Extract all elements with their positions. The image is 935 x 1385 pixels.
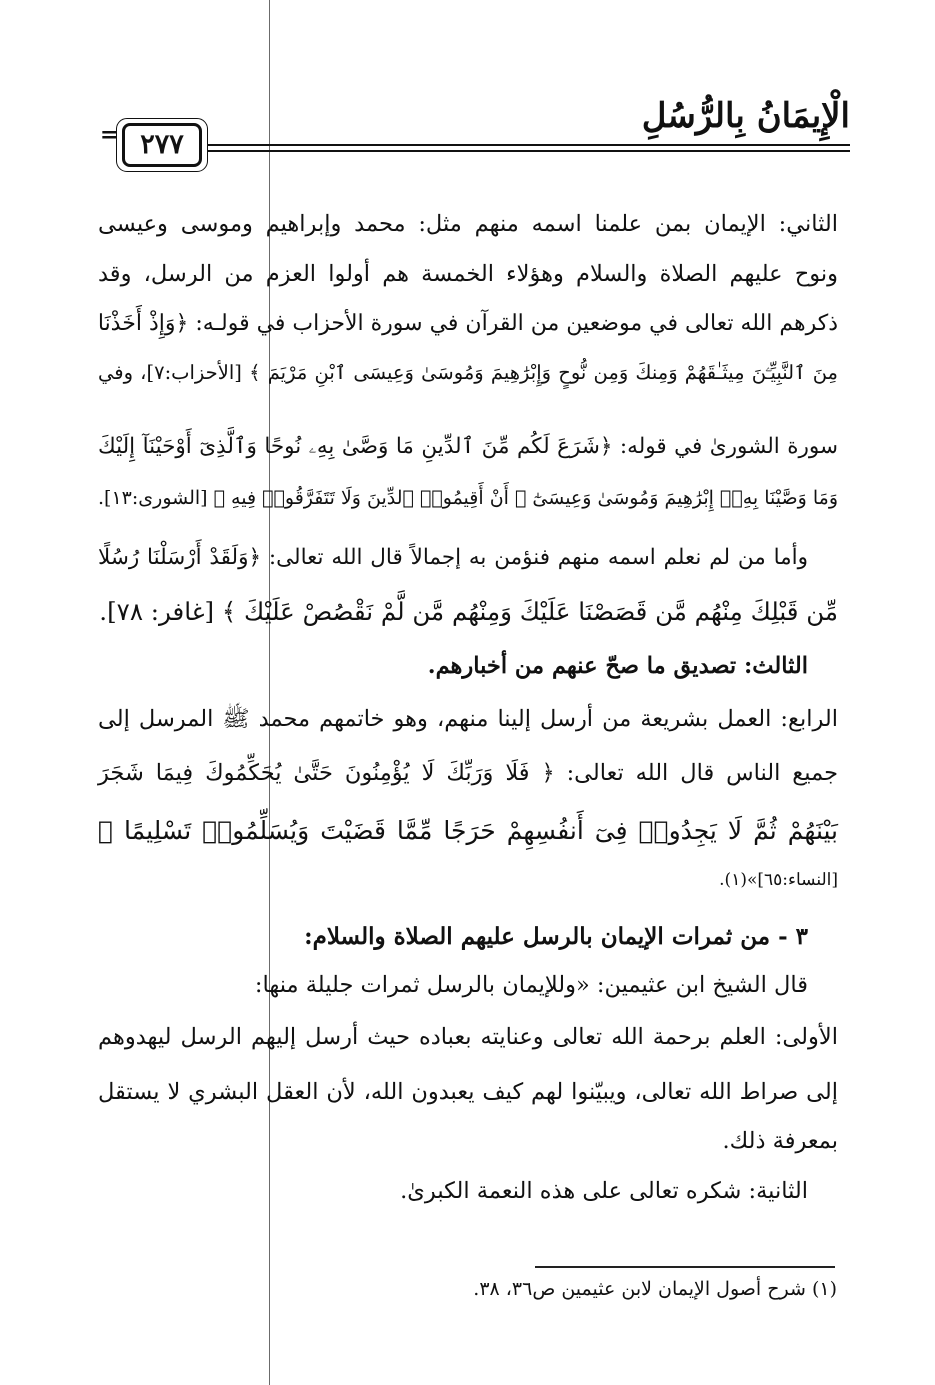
quran-line: جميع الناس قال الله تعالى: ﴿ فَلَا وَرَبِّكَ لَا يُؤْمِنُونَ حَتَّىٰ يُحَكِّمُوكَ فِيمَا شَجَرَ [98,760,838,786]
quran-reference: [النساء:٦٥]»(١). [719,870,838,890]
text-line: إلى صراط الله تعالى، ويبيّنوا لهم كيف يعبدون الله، لأن العقل البشري لا يستقل [98,1079,838,1105]
footnote-separator [535,1266,835,1268]
text-line: الأولى: العلم برحمة الله تعالى وعنايته بعباده حيث أرسل إليهم الرسل ليهدوهم [98,1024,838,1050]
text-line: بمعرفة ذلك. [722,1128,838,1154]
text-line: الثانية: شكره تعالى على هذه النعمة الكبرىٰ. [400,1178,808,1204]
text-line: الثاني: الإيمان بمن علمنا اسمه منهم مثل: محمد وإبراهيم وموسى وعيسى [98,211,838,237]
text-line: الرابع: العمل بشريعة من أرسل إلينا منهم، وهو خاتمهم محمد ﷺ المرسل إلى [98,706,838,732]
quran-line: سورة الشورىٰ في قوله: ﴿شَرَعَ لَكُم مِّنَ ٱلدِّينِ مَا وَصَّىٰ بِهِۦ نُوحًا وَٱلَّذِىٓ أَوْحَيْنَآ إِلَيْكَ [98,434,838,459]
text-line: الثالث: تصديق ما صحّ عنهم من أخبارهم. [427,653,808,679]
running-title: الْإِيمَانُ بِالرُّسُلِ [641,96,850,136]
quran-line: بَيْنَهُمْ ثُمَّ لَا يَجِدُوا۟ فِىٓ أَنفُسِهِمْ حَرَجًا مِّمَّا قَضَيْتَ وَيُسَلِّمُوا۟ تَسْلِيمًا ﴾ [98,816,838,845]
text-line: قال الشيخ ابن عثيمين: «وللإيمان بالرسل ثمرات جليلة منها: [254,972,808,998]
quran-line: مِنَ ٱلنَّبِيِّـۧنَ مِيثَـٰقَهُمْ وَمِنكَ وَمِن نُّوحٍ وَإِبْرَٰهِيمَ وَمُوسَىٰ وَعِيسَى ٱبْنِ مَرْيَمَ ﴾ [الأحزاب:٧]، وفي [98,361,839,384]
text-line: ونوح عليهم الصلاة والسلام وهؤلاء الخمسة هم أولوا العزم من الرسل، وقد [98,261,838,287]
quran-line: مِّن قَبْلِكَ مِنْهُم مَّن قَصَصْنَا عَلَيْكَ وَمِنْهُم مَّن لَّمْ نَقْصُصْ عَلَيْكَ ﴾ [غافر: ٧٨]. [99,597,838,626]
quran-line: وَمَا وَصَّيْنَا بِهِۦٓ إِبْرَٰهِيمَ وَمُوسَىٰ وَعِيسَىٰٓ ۖ أَنْ أَقِيمُوا۟ ٱلدِّينَ وَلَا تَتَفَرَّقُوا۟ فِيهِ ﴾ [الشورى:١٣]. [98,487,838,509]
page-number: ٢٧٧ [122,123,202,167]
header-rule-top [208,144,850,146]
section-heading: ٣ - من ثمرات الإيمان بالرسل عليهم الصلاة والسلام: [304,923,808,950]
text-line: وأما من لم نعلم اسمه منهم فنؤمن به إجمالاً قال الله تعالى: ﴿وَلَقَدْ أَرْسَلْنَا رُسُلًا [98,545,808,570]
header-rule-bottom [208,150,850,152]
footnote: (١) شرح أصول الإيمان لابن عثيمين ص٣٦، ٣٨. [473,1278,837,1300]
binding-gutter-line [269,0,270,1385]
page-header [100,96,850,176]
text-line: ذكرهم الله تعالى في موضعين من القرآن في سورة الأحزاب في قولـه: ﴿وَإِذْ أَخَذْنَا [97,311,838,336]
edge-mark: = [100,122,119,148]
